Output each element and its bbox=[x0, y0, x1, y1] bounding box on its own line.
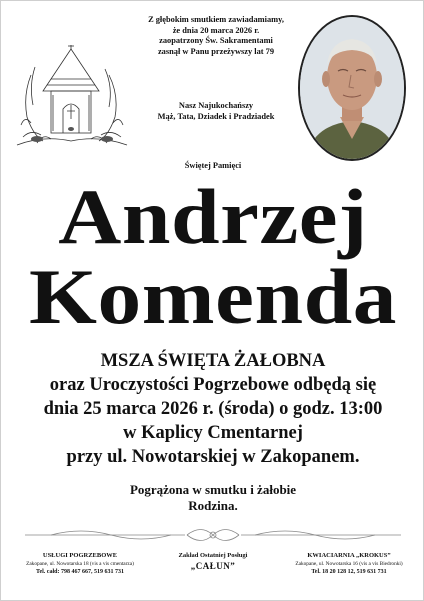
chapel-illustration bbox=[13, 45, 131, 151]
funeral-services-title: USŁUGI POGRZEBOWE bbox=[42, 552, 118, 559]
mass-line: dnia 25 marca 2026 r. (środa) o godz. 13:00 bbox=[43, 399, 383, 419]
deceased-first-name: Andrzej bbox=[58, 173, 368, 260]
ornamental-divider bbox=[21, 524, 405, 546]
deceased-portrait bbox=[298, 15, 406, 161]
announcement-line: Z głębokim smutkiem zawiadamiamy, bbox=[148, 15, 284, 24]
family-signature bbox=[1, 482, 424, 514]
funeral-services-address: Zakopane, ul. Nowotarska 18 (vis a vis cmentarza) bbox=[26, 561, 134, 567]
florist-info bbox=[283, 551, 415, 577]
announcement-line: że dnia 20 marca 2026 r. bbox=[172, 25, 260, 35]
funeral-mass-details bbox=[1, 349, 424, 469]
relation-line: Mąż, Tata, Dziadek i Pradziadek bbox=[157, 111, 275, 121]
relation-line: Nasz Najukochańszy bbox=[178, 101, 254, 110]
grief-line: Pogrążona w smutku i żałobie bbox=[129, 482, 297, 497]
funeral-home-info bbox=[151, 551, 275, 572]
announcement-line: zaopatrzony Św. Sakramentami bbox=[159, 36, 273, 46]
in-memory-label: Świętej Pamięci bbox=[184, 161, 242, 170]
mass-line: oraz Uroczystości Pogrzebowe odbędą się bbox=[49, 375, 377, 395]
announcement-line: zasnął w Panu przeżywszy lat 79 bbox=[157, 46, 275, 56]
funeral-services-info bbox=[15, 551, 145, 577]
funeral-home-title: Zakład Ostatniej Posługi bbox=[178, 552, 248, 559]
deceased-last-name: Komenda bbox=[29, 253, 397, 340]
announcement-text bbox=[141, 15, 291, 57]
florist-phone: Tel. 18 20 128 12, 519 631 731 bbox=[311, 569, 387, 575]
mass-line: przy ul. Nowotarskiej w Zakopanem. bbox=[66, 447, 360, 467]
mass-line: MSZA ŚWIĘTA ŻAŁOBNA bbox=[100, 351, 326, 371]
florist-title: KWIACIARNIA „KROKUS” bbox=[307, 552, 391, 559]
portrait-image bbox=[300, 17, 404, 159]
family-relation-text bbox=[141, 101, 291, 122]
mass-line: w Kaplicy Cmentarnej bbox=[123, 423, 303, 443]
funeral-services-phone: Tel. całd: 798 467 667, 519 631 731 bbox=[36, 569, 124, 575]
grief-line: Rodzina. bbox=[188, 498, 238, 513]
funeral-home-name: „CAŁUN” bbox=[190, 561, 236, 571]
florist-address: Zakopane, ul. Nowotarska 16 (vis a vis Biedronki) bbox=[295, 561, 403, 567]
